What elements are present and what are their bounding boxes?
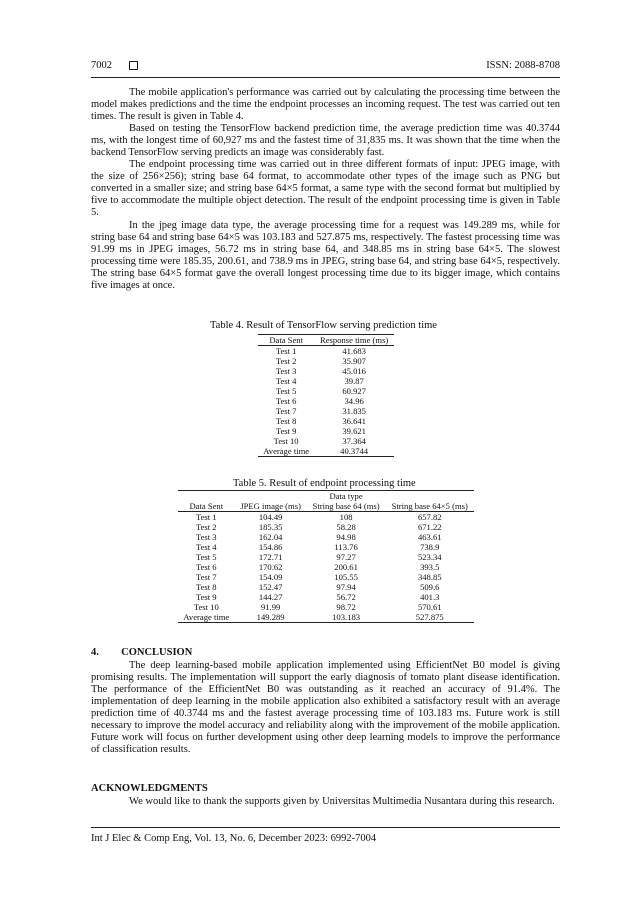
- table5-caption: Table 5. Result of endpoint processing time: [233, 478, 416, 489]
- table-cell: 35.907: [342, 356, 366, 366]
- table-cell: 348.85: [417, 572, 442, 582]
- table-cell: 97.27: [336, 552, 356, 562]
- table-cell: Test 6: [275, 396, 297, 406]
- table-cell: 162.04: [258, 532, 283, 542]
- issn: ISSN: 2088-8708: [486, 60, 560, 71]
- table-cell: 34.96: [344, 396, 364, 406]
- table-cell: 570.61: [417, 602, 442, 612]
- table-cell: 149.289: [256, 612, 285, 622]
- table-row: [258, 446, 394, 457]
- section-number: 4.: [91, 647, 99, 658]
- table-cell: 509.6: [420, 582, 440, 592]
- results-text: [91, 87, 560, 292]
- table-cell: 103.183: [332, 612, 361, 622]
- acknowledgments-heading: ACKNOWLEDGMENTS: [91, 783, 208, 794]
- table-row: [178, 572, 474, 582]
- table-cell: 58.28: [336, 522, 356, 532]
- table-row: [258, 376, 394, 386]
- table-row: [258, 366, 394, 376]
- table-cell: 91.99: [260, 602, 281, 612]
- column-header: Data Sent: [189, 501, 224, 511]
- footer-rule: [91, 827, 560, 828]
- table-row: [178, 602, 474, 612]
- table-row: [258, 386, 394, 396]
- table-cell: 200.61: [334, 562, 358, 572]
- table-cell: 154.09: [258, 572, 283, 582]
- paragraph: We would like to thank the supports given by Universitas Multimedia Nusantara during this research.: [129, 796, 555, 807]
- table-cell: Test 5: [275, 386, 297, 396]
- table-cell: 185.35: [258, 522, 283, 532]
- table-cell: Test 7: [275, 406, 297, 416]
- paragraph: The deep learning-based mobile application implemented using EfficientNet B0 model is giving promising results. The implementation will support the early diagnosis of tomato plant disease identification. The performance of the EfficientNet B0 was outstanding as it reached an accuracy of 91.4%. The implementation of deep learning in the mobile application also exhibited a satisfactory result with an average prediction time of 40.3744 ms and the fastest average processing time of 103.183 ms. Future work is still necessary to improve the model accuracy and reliability along with the improvement of the mobile application. Future work will focus on further development using other deep learning models to improve the performance of classification results.: [91, 660, 560, 756]
- table-cell: 401.3: [420, 592, 440, 602]
- conclusion-text: [91, 660, 560, 756]
- column-header: String base 64 (ms): [312, 501, 380, 511]
- table-row: [258, 416, 394, 426]
- table-cell: Average time: [183, 612, 230, 622]
- table-cell: 98.72: [336, 602, 356, 612]
- table-cell: 523.34: [417, 552, 442, 562]
- table-row: [178, 552, 474, 562]
- table-cell: 172.71: [258, 552, 283, 562]
- table-cell: 108: [339, 512, 353, 522]
- table-cell: Test 9: [275, 426, 297, 436]
- table-cell: Test 8: [195, 582, 217, 592]
- table-cell: 671.22: [417, 522, 442, 532]
- table-cell: 154.86: [258, 542, 283, 552]
- table-cell: 144.27: [258, 592, 283, 602]
- group-header: Data type: [329, 491, 363, 501]
- table-cell: 657.82: [417, 512, 442, 522]
- table-cell: Test 4: [275, 376, 297, 386]
- paragraph: In the jpeg image data type, the average processing time for a request was 149.289 ms, while for string base 64 and string base 64×5 was 103.183 and 527.875 ms, respectively. The fastest processing time was 91.99 ms in JPEG images, 56.72 ms in string base 64, and 348.85 ms in string base 64×5. The slowest processing time were 185.35, 200.61, and 738.9 ms in JPEG, string base 64, and string base 64×5, respectively. The string base 64×5 format gave the overall longest processing time due to its bigger image, which contains five images at once.: [91, 219, 560, 291]
- section-title: CONCLUSION: [121, 647, 193, 658]
- table-cell: 527.875: [415, 612, 444, 622]
- table-cell: Test 2: [195, 522, 217, 532]
- table-cell: Test 9: [195, 592, 217, 602]
- table-cell: 45.016: [342, 366, 366, 376]
- paragraph: Based on testing the TensorFlow backend prediction time, the average prediction time was 40.3744 ms, with the longest time of 60,927 ms and the fastest time of 31,835 ms. It was shown that the time when the backend TensorFlow serving predicts an image was considerably fast.: [91, 123, 560, 159]
- running-header: [91, 60, 560, 74]
- table-cell: 31.835: [342, 406, 366, 416]
- table-row: [178, 612, 474, 623]
- table-cell: Test 5: [195, 552, 217, 562]
- table-cell: 41.683: [342, 346, 366, 356]
- table-cell: 105.55: [334, 572, 358, 582]
- acknowledgments-text: [91, 796, 560, 808]
- table-row: [258, 346, 394, 357]
- table-cell: 104.49: [258, 512, 283, 522]
- table-cell: Test 3: [275, 366, 297, 376]
- table-cell: Test 2: [275, 356, 297, 366]
- square-icon: [129, 61, 138, 70]
- table-cell: 463.61: [417, 532, 442, 542]
- table-cell: Test 4: [195, 542, 217, 552]
- table-row: [178, 532, 474, 542]
- table-cell: 39.621: [342, 426, 366, 436]
- conclusion-heading: [91, 647, 192, 658]
- table-cell: Test 10: [273, 436, 299, 446]
- table-cell: 94.98: [336, 532, 356, 542]
- page-number: 7002: [91, 60, 112, 71]
- header-rule: [91, 77, 560, 78]
- table-row: [258, 356, 394, 366]
- table-cell: 97.94: [336, 582, 356, 592]
- table-row: [178, 562, 474, 572]
- table-cell: Test 10: [193, 602, 219, 612]
- table4-caption: Table 4. Result of TensorFlow serving prediction time: [210, 320, 437, 331]
- table-row: [178, 592, 474, 602]
- paragraph: The mobile application's performance was carried out by calculating the processing time between the model makes predictions and the time the endpoint processes an incoming request. The test was carried out ten times. The result is given in Table 4.: [91, 87, 560, 123]
- column-header: JPEG image (ms): [240, 501, 301, 511]
- table-cell: Average time: [263, 446, 310, 456]
- footer-citation: Int J Elec & Comp Eng, Vol. 13, No. 6, December 2023: 6992-7004: [91, 833, 377, 844]
- table-cell: 170.62: [258, 562, 283, 572]
- table4: [258, 334, 394, 457]
- table-row: [178, 582, 474, 592]
- table-cell: 113.76: [334, 542, 358, 552]
- table-row: [258, 426, 394, 436]
- column-header: Response time (ms): [320, 335, 389, 345]
- table-cell: 152.47: [258, 582, 283, 592]
- table5: [178, 490, 474, 623]
- table-row: [178, 522, 474, 532]
- table-cell: Test 7: [195, 572, 217, 582]
- table-cell: 36.641: [342, 416, 366, 426]
- table-row: [178, 542, 474, 552]
- table-cell: Test 1: [195, 512, 217, 522]
- table-row: [258, 396, 394, 406]
- table-cell: Test 6: [195, 562, 217, 572]
- table-row: [258, 436, 394, 446]
- table-cell: 738.9: [420, 542, 440, 552]
- table-cell: 37.364: [342, 436, 366, 446]
- table-cell: 40.3744: [340, 446, 369, 456]
- table-cell: Test 1: [275, 346, 297, 356]
- table-cell: Test 8: [275, 416, 297, 426]
- column-header: Data Sent: [269, 335, 303, 345]
- table-cell: 60.927: [342, 386, 366, 396]
- table-cell: Test 3: [195, 532, 217, 542]
- paragraph: The endpoint processing time was carried out in three different formats of input: JPEG image, with the size of 256×256); string base 64 format, to accommodate other types of the image such as PNG but converted in a smaller size; and string base 64×5 format, a same type with the second format but multiplied by five to accommodate the multiple object detection. The result of the endpoint processing time is given in Table 5.: [91, 159, 560, 219]
- table-cell: 56.72: [336, 592, 356, 602]
- column-header: String base 64×5 (ms): [391, 501, 468, 511]
- table-row: [178, 512, 474, 523]
- table-cell: 393.5: [420, 562, 440, 572]
- table-row: [258, 406, 394, 416]
- table-cell: 39.87: [344, 376, 364, 386]
